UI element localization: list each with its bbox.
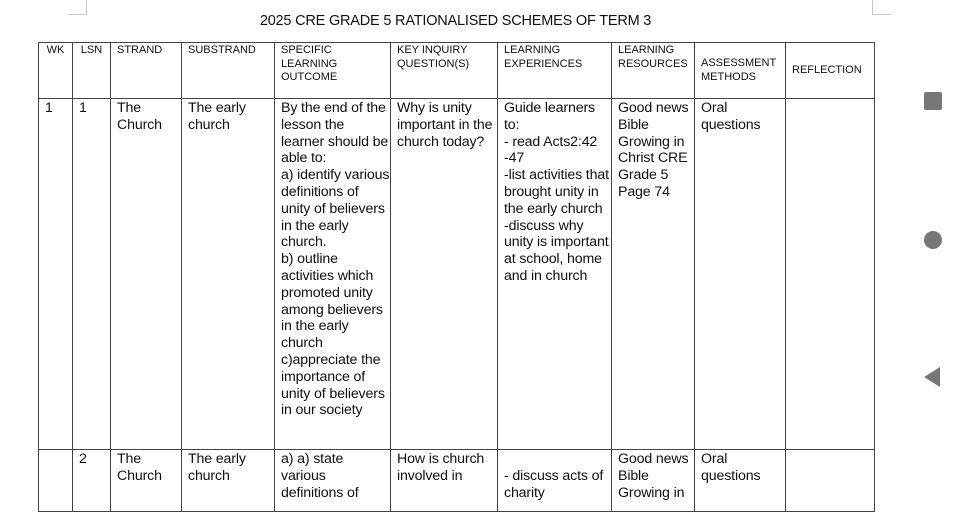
header-row [39, 43, 875, 99]
header-cell-inquiry: KEY INQUIRY QUESTION(S) [391, 43, 498, 99]
cell-experiences: - discuss acts of charity [498, 450, 612, 512]
recents-square-icon[interactable] [924, 92, 942, 110]
cell-inquiry: How is church involved in [391, 450, 498, 512]
header-cell-assessment: ASSESSMENT METHODS [695, 43, 786, 99]
cell-assessment: Oral questions [695, 450, 786, 512]
cell-resources: Good news Bible Growing in Christ CRE Grade 5 Page 74 [612, 99, 695, 450]
page-corner-mark-right [872, 0, 891, 15]
cell-lsn: 2 [73, 450, 111, 512]
cell-lsn: 1 [73, 99, 111, 450]
header-cell-resources: LEARNING RESOURCES [612, 43, 695, 99]
cell-assessment: Oral questions [695, 99, 786, 450]
home-circle-icon[interactable] [924, 231, 942, 249]
table-row [39, 99, 875, 450]
cell-outcome: By the end of the lesson the learner should be able to: a) identify various definitions of unity of believers in the early church. b) outline activities which promoted unity among believers in the early church c)appreciate the importance of unity of believers in our society [275, 99, 391, 450]
header-cell-lsn: LSN [73, 43, 111, 99]
cell-strand: The Church [111, 99, 182, 450]
cell-wk: 1 [39, 99, 73, 450]
cell-strand: The Church [111, 450, 182, 512]
schemes-table [38, 42, 875, 512]
cell-substrand: The early church [182, 450, 275, 512]
header-cell-strand: STRAND [111, 43, 182, 99]
back-triangle-icon[interactable] [924, 367, 940, 387]
cell-resources: Good news Bible Growing in [612, 450, 695, 512]
cell-substrand: The early church [182, 99, 275, 450]
cell-wk [39, 450, 73, 512]
cell-reflection [786, 99, 875, 450]
header-cell-outcome: SPECIFIC LEARNING OUTCOME [275, 43, 391, 99]
header-cell-reflection: REFLECTION [786, 43, 875, 99]
header-cell-experiences: LEARNING EXPERIENCES [498, 43, 612, 99]
cell-reflection [786, 450, 875, 512]
cell-inquiry: Why is unity important in the church today? [391, 99, 498, 450]
cell-experiences: Guide learners to: - read Acts2:42 -47 -list activities that brought unity in the early church -discuss why unity is important at school, home and in church [498, 99, 612, 450]
header-cell-substrand: SUBSTRAND [182, 43, 275, 99]
table-row [39, 450, 875, 512]
header-cell-wk: WK [39, 43, 73, 99]
document-title: 2025 CRE GRADE 5 RATIONALISED SCHEMES OF TERM 3 [259, 13, 652, 29]
cell-outcome: a) a) state various definitions of [275, 450, 391, 512]
